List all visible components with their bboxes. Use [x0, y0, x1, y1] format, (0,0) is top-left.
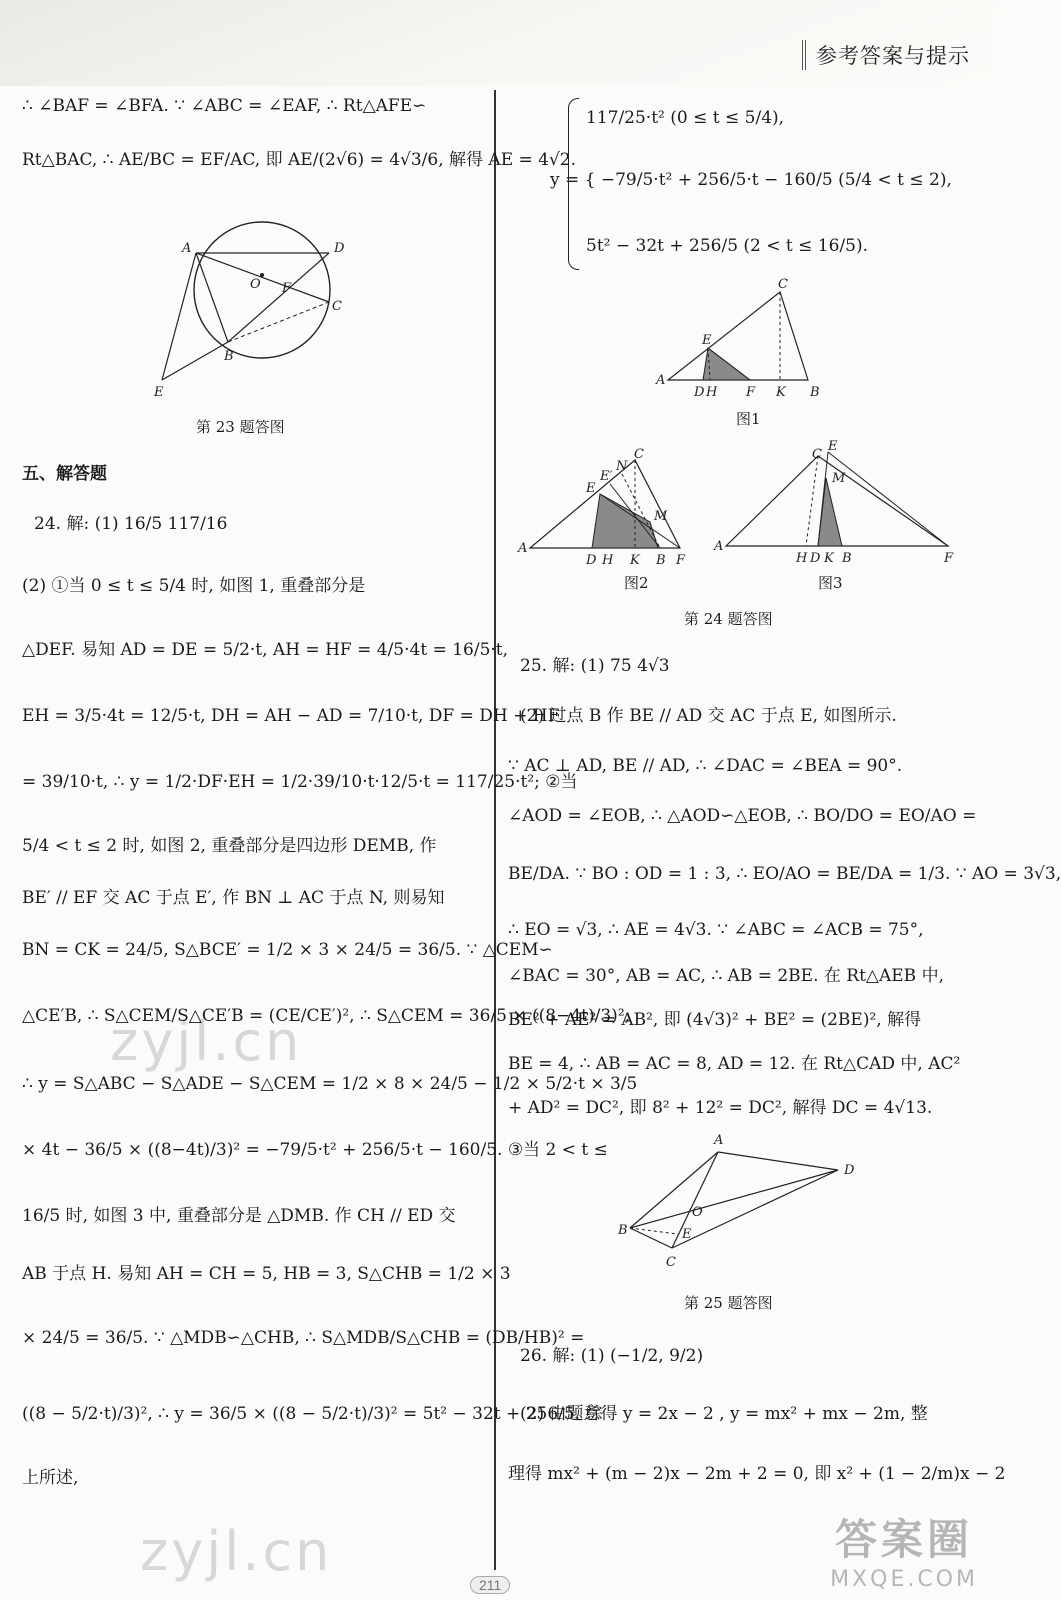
- text-line: (2) 由题意得 y = 2x − 2 , y = mx² + mx − 2m, 整: [520, 1404, 928, 1424]
- label: O: [692, 1205, 703, 1220]
- label: C: [778, 277, 788, 292]
- label: E: [586, 481, 596, 496]
- label: H: [796, 551, 808, 566]
- label-o: O: [250, 277, 261, 292]
- label: E′: [600, 469, 613, 484]
- label: D: [844, 1163, 855, 1178]
- label: D: [694, 385, 705, 400]
- label: M: [832, 471, 846, 486]
- label: H: [706, 385, 718, 400]
- text-line: BE = 4, ∴ AB = AC = 8, AD = 12. 在 Rt△CAD 中, AC²: [508, 1054, 961, 1074]
- label: M: [654, 509, 668, 524]
- label-c: C: [332, 299, 342, 314]
- figure-caption: 图1: [736, 410, 761, 428]
- text-line: Rt△BAC, ∴ AE/BC = EF/AC, 即 AE/(2√6) = 4√3/6, 解得 AE = 4√2.: [22, 150, 577, 170]
- label-e: E: [154, 385, 164, 400]
- text-line: BE² + AE² = AB², 即 (4√3)² + BE² = (2BE)², 解得: [508, 1010, 922, 1030]
- text-line: (2) ①当 0 ≤ t ≤ 5/4 时, 如图 1, 重叠部分是: [22, 576, 366, 596]
- segment-ac: [196, 253, 329, 302]
- label: F: [944, 551, 954, 566]
- text-line: 25. 解: (1) 75 4√3: [520, 656, 670, 676]
- label: F: [746, 385, 756, 400]
- label-b: B: [224, 349, 234, 364]
- text-line: 26. 解: (1) (−1/2, 9/2): [520, 1346, 704, 1366]
- text-line: ∵ AC ⊥ AD, BE // AD, ∴ ∠DAC = ∠BEA = 90°.: [508, 756, 903, 776]
- label: C: [812, 447, 822, 462]
- figure-caption: 第 23 题答图: [196, 418, 285, 436]
- text-line: + AD² = DC², 即 8² + 12² = DC², 解得 DC = 4√13.: [508, 1098, 933, 1118]
- label: N: [616, 459, 628, 474]
- figure-caption: 第 24 题答图: [684, 610, 773, 628]
- piecewise-line: 5t² − 32t + 256/5 (2 < t ≤ 16/5).: [586, 236, 869, 256]
- figure-caption: 图3: [818, 574, 843, 592]
- q24-answer: 24. 解: (1) 16/5 117/16: [34, 514, 228, 534]
- label: B: [618, 1223, 628, 1238]
- text-line: BE/DA. ∵ BO : OD = 1 : 3, ∴ EO/AO = BE/DA = 1/3. ∵ AO = 3√3,: [508, 864, 1061, 884]
- text-line: △DEF. 易知 AD = DE = 5/2·t, AH = HF = 4/5·4t = 16/5·t,: [22, 640, 509, 660]
- segment-ab: [196, 253, 228, 342]
- figure-24-3: [708, 439, 958, 572]
- label: E: [828, 439, 838, 454]
- figure-caption: 第 25 题答图: [684, 1294, 773, 1312]
- text-line: × 24/5 = 36/5. ∵ △MDB∽△CHB, ∴ S△MDB/S△CHB = (DB/HB)² =: [22, 1328, 585, 1348]
- figure-25: [608, 1130, 868, 1280]
- label-f: F: [282, 281, 292, 296]
- column-divider: [494, 90, 496, 1570]
- piecewise-line: y = { −79/5·t² + 256/5·t − 160/5 (5/4 < t ≤ 2),: [550, 170, 952, 190]
- label: B: [810, 385, 820, 400]
- section-heading: 五、解答题: [22, 464, 107, 484]
- label-d: D: [334, 241, 345, 256]
- text-line: EH = 3/5·4t = 12/5·t, DH = AH − AD = 7/10·t, DF = DH + HF: [22, 706, 560, 726]
- text-line: ∴ EO = √3, ∴ AE = 4√3. ∵ ∠ABC = ∠ACB = 75°,: [508, 920, 924, 940]
- label: E: [702, 333, 712, 348]
- segment-ad: [718, 1152, 838, 1170]
- segment-bc: [630, 1228, 672, 1248]
- label: A: [714, 1133, 724, 1148]
- text-line: 理得 mx² + (m − 2)x − 2m + 2 = 0, 即 x² + (1 − 2/m)x − 2: [508, 1464, 1006, 1484]
- text-line: △CE′B, ∴ S△CEM/S△CE′B = (CE/CE′)², ∴ S△CEM = 36/5 × ((8−4t)/3)²,: [22, 1006, 631, 1026]
- segment-ab: [630, 1152, 718, 1228]
- label-a: A: [182, 241, 192, 256]
- shaded-demb: [592, 494, 658, 548]
- page-number: 211: [470, 1576, 510, 1594]
- figure-24-1: [648, 277, 828, 400]
- watermark: zyjl.cn: [110, 1010, 303, 1073]
- text-line: 5/4 < t ≤ 2 时, 如图 2, 重叠部分是四边形 DEMB, 作: [22, 836, 437, 856]
- watermark-bottom: MXQE.COM: [830, 1567, 978, 1592]
- text-line: AB 于点 H. 易知 AH = CH = 5, HB = 3, S△CHB = 1/2 × 3: [22, 1264, 511, 1284]
- label: C: [634, 447, 644, 462]
- segment-bd: [228, 253, 329, 342]
- label: H: [602, 553, 614, 568]
- text-line: × 4t − 36/5 × ((8−4t)/3)² = −79/5·t² + 256/5·t − 160/5. ③当 2 < t ≤: [22, 1140, 608, 1160]
- label: D: [586, 553, 597, 568]
- text-line: ((8 − 5/2·t)/3)², ∴ y = 36/5 × ((8 − 5/2·t)/3)² = 5t² − 32t + 256/5. 综: [22, 1404, 603, 1424]
- segment-bc-dashed: [228, 302, 329, 342]
- label: A: [714, 539, 724, 554]
- label: A: [518, 541, 528, 556]
- label: K: [630, 553, 640, 568]
- text-line: ∴ ∠BAF = ∠BFA. ∵ ∠ABC = ∠EAF, ∴ Rt△AFE∽: [22, 96, 427, 116]
- label: K: [824, 551, 834, 566]
- piecewise-line: 117/25·t² (0 ≤ t ≤ 5/4),: [586, 108, 785, 128]
- text-line: ∠BAC = 30°, AB = AC, ∴ AB = 2BE. 在 Rt△AEB 中,: [508, 966, 944, 986]
- text-line: = 39/10·t, ∴ y = 1/2·DF·EH = 1/2·39/10·t·12/5·t = 117/25·t²; ②当: [22, 772, 578, 792]
- label: D: [810, 551, 821, 566]
- text-line: 16/5 时, 如图 3 中, 重叠部分是 △DMB. 作 CH // ED 交: [22, 1206, 456, 1226]
- watermark-top: 答案圈: [835, 1515, 974, 1564]
- figure-23: [132, 210, 372, 410]
- label: F: [676, 553, 686, 568]
- text-line: ∠AOD = ∠EOB, ∴ △AOD∽△EOB, ∴ BO/DO = EO/AO =: [508, 806, 977, 826]
- text-line: ∴ y = S△ABC − S△ADE − S△CEM = 1/2 × 8 × 24/5 − 1/2 × 5/2·t × 3/5: [22, 1074, 638, 1094]
- label: B: [656, 553, 666, 568]
- watermark: zyjl.cn: [140, 1520, 333, 1583]
- text-line: (2) 过点 B 作 BE // AD 交 AC 于点 E, 如图所示.: [520, 706, 897, 726]
- label: B: [842, 551, 852, 566]
- text-line: BE′ // EF 交 AC 于点 E′, 作 BN ⊥ AC 于点 N, 则易知: [22, 888, 445, 908]
- segment-ef: [828, 452, 948, 546]
- figure-caption: 图2: [624, 574, 649, 592]
- figure-24-2: [510, 447, 700, 570]
- label: C: [666, 1255, 676, 1270]
- text-line: 上所述,: [22, 1468, 79, 1488]
- segment-ae: [162, 253, 196, 380]
- segment-eb: [162, 342, 228, 380]
- header-title: 参考答案与提示: [802, 40, 970, 70]
- segment-ch-dashed: [806, 456, 818, 546]
- watermark-logo: [830, 1507, 978, 1592]
- circle-o: [194, 222, 330, 358]
- label: A: [656, 373, 666, 388]
- label: K: [776, 385, 786, 400]
- label: E: [682, 1227, 692, 1242]
- segment-ac: [672, 1152, 718, 1248]
- triangle-abc: [668, 292, 808, 380]
- text-line: BN = CK = 24/5, S△BCE′ = 1/2 × 3 × 24/5 = 36/5. ∵ △CEM∽: [22, 940, 553, 960]
